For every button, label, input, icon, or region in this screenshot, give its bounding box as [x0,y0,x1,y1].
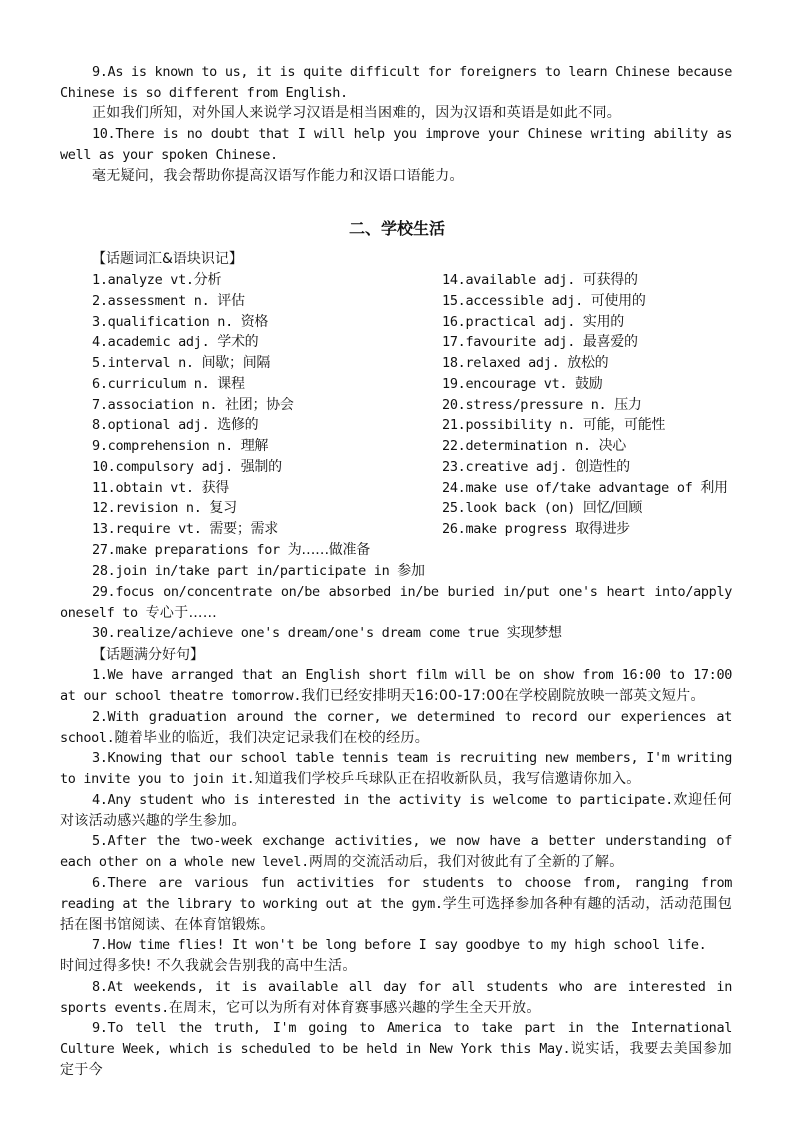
vocab-item: 14.available adj. 可获得的 [442,272,638,288]
vocab-item: 12.revision n. 复习 [92,500,237,516]
vocab-item: 18.relaxed adj. 放松的 [442,355,609,371]
vocab-item: 4.academic adj. 学术的 [92,334,259,350]
vocab-item: 16.practical adj. 实用的 [442,314,625,330]
good-sentence: 3.Knowing that our school table tennis team is recruiting new members, I'm writing to invite you to join it.知道我们学校乒乓球队正在招收新队员，我写信邀请你加入。 [60,750,732,787]
good-sentence: 4.Any student who is interested in the activity is welcome to participate.欢迎任何对该活动感兴趣的学生参加。 [60,792,732,829]
vocab-item: 28.join in/take part in/participate in 参加 [92,563,425,579]
intro-sentence-10-en: 10.There is no doubt that I will help you improve your Chinese writing ability as well as your spoken Chinese. [60,126,732,163]
vocab-item: 8.optional adj. 选修的 [92,417,259,433]
good-sentence: 7.How time flies! It won't be long before I say goodbye to my high school life. 时间过得多快! 不久我就会告别我的高中生活。 [60,937,707,974]
vocab-item: 17.favourite adj. 最喜爱的 [442,334,638,350]
vocab-item: 25.look back (on) 回忆/回顾 [442,500,643,516]
vocab-item: 7.association n. 社团；协会 [92,397,294,413]
vocab-item: 19.encourage vt. 鼓励 [442,376,603,392]
vocab-item-29: 29.focus on/concentrate on/be absorbed in/be buried in/put one's heart into/apply oneself to 专心于…… [60,584,732,621]
vocab-item: 20.stress/pressure n. 压力 [442,397,642,413]
intro-sentence-10-zh: 毫无疑问，我会帮助你提高汉语写作能力和汉语口语能力。 [92,168,464,184]
intro-sentence-9-en: 9.As is known to us, it is quite difficult for foreigners to learn Chinese because Chinese is so different from English. [60,64,732,101]
good-sentence: 1.We have arranged that an English short film will be on show from 16:00 to 17:00 at our school theatre tomorrow.我们已经安排明天16:00-17:00在学校剧院放映一部英文短片。 [60,667,732,704]
vocab-item: 10.compulsory adj. 强制的 [92,459,282,475]
good-sentence: 5.After the two-week exchange activities, we now have a better understanding of each other on a whole new level.两周的交流活动后，我们对彼此有了全新的了解。 [60,833,732,870]
vocab-item: 23.creative adj. 创造性的 [442,459,630,475]
vocab-item: 13.require vt. 需要；需求 [92,521,278,537]
good-sentence: 9.To tell the truth, I'm going to America to take part in the International Culture Week, which is scheduled to be held in New York this May.说实话，我要去美国参加定于今 [60,1020,732,1078]
vocab-item: 2.assessment n. 评估 [92,293,245,309]
intro-sentence-9-zh: 正如我们所知，对外国人来说学习汉语是相当困难的，因为汉语和英语是如此不同。 [92,105,622,121]
vocab-item: 22.determination n. 决心 [442,438,626,454]
vocab-item: 5.interval n. 间歇；间隔 [92,355,271,371]
vocab-item: 1.analyze vt.分析 [92,272,222,288]
vocab-item: 24.make use of/take advantage of 利用 [442,480,728,496]
good-sentence: 6.There are various fun activities for students to choose from, ranging from reading at the library to working out at the gym.学生可选择参加各种有趣的活动，活动范围包括在图书馆阅读、在体育馆锻炼。 [60,875,732,933]
vocab-item: 21.possibility n. 可能，可能性 [442,417,666,433]
vocab-item: 15.accessible adj. 可使用的 [442,293,646,309]
vocab-item: 26.make progress 取得进步 [442,521,630,537]
good-sentence: 2.With graduation around the corner, we determined to record our experiences at school.随着毕业的临近，我们决定记录我们在校的经历。 [60,709,732,746]
vocab-item: 30.realize/achieve one's dream/one's dream come true 实现梦想 [92,625,562,641]
good-sentence: 8.At weekends, it is available all day for all students who are interested in sports events.在周末，它可以为所有对体育赛事感兴趣的学生全天开放。 [60,979,732,1016]
vocab-label: 【话题词汇&语块识记】 [92,251,243,267]
vocab-item: 3.qualification n. 资格 [92,314,269,330]
section-title: 二、学校生活 [348,219,445,238]
sentences-label: 【话题满分好句】 [92,647,204,663]
vocab-item: 6.curriculum n. 课程 [92,376,245,392]
vocab-item: 27.make preparations for 为……做准备 [92,542,370,558]
vocab-item: 9.comprehension n. 理解 [92,438,269,454]
vocab-item: 11.obtain vt. 获得 [92,480,229,496]
